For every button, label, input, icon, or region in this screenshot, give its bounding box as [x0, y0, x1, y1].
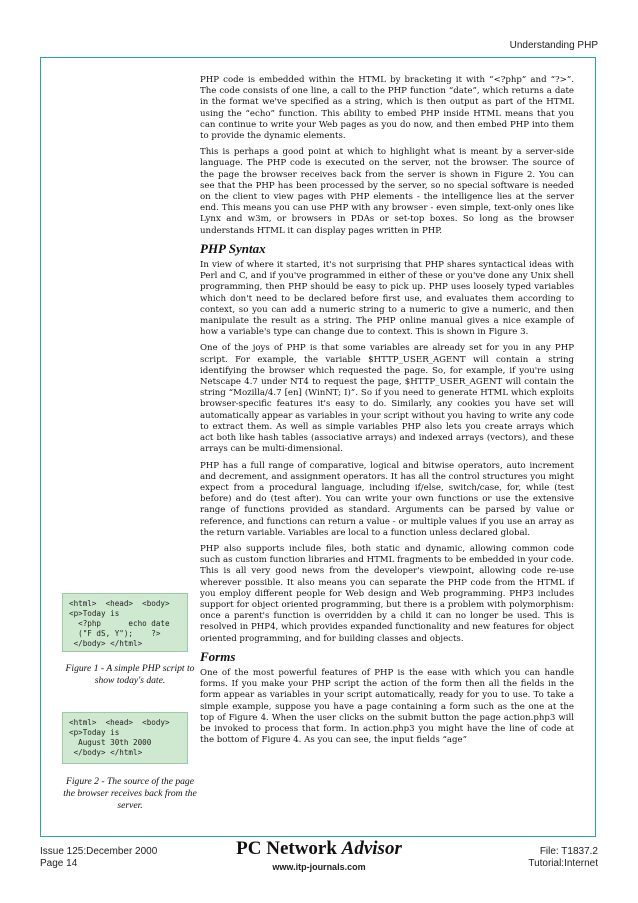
- website-url[interactable]: www.itp-journals.com: [272, 862, 366, 872]
- paragraph: This is perhaps a good point at which to highlight what is meant by a server-side language. The PHP code is executed on the server, not the browser. The source of the page the browser receives back from the server is shown in Figure 2. You can see that the PHP has been processed by the server, so no special software is needed on the client to view pages with PHP elements - the intelligence lies at the server end. This means you can use PHP with any browser - even simple, text-only ones like Lynx and w3m, or browsers in PDAs or set-top boxes. So long as the browser understands HTML it can display pages written in PHP.: [200, 147, 574, 236]
- figure-1-code-box: <html> <head> <body> <p>Today is <?php echo date ("F dS, Y"); ?> </body> </html>: [62, 593, 188, 652]
- logo-text-italic: Advisor: [341, 838, 402, 859]
- section-heading-forms: Forms: [200, 648, 236, 664]
- section-heading-php-syntax: PHP Syntax: [200, 240, 266, 256]
- paragraph: In view of where it started, it's not surprising that PHP shares syntactical ideas with Perl and C, and if you've programmed in either of these or you've done any Unix shell programming, then PHP should be easy to pick up. PHP uses loosely typed variables which don't need to be declared before first use, and evaluates them according to context, so you can add a numeric string to a numeric to give a numeric, and then manipulate the result as a string. The PHP online manual gives a nice example of how a variable's type can change due to context. This is shown in Figure 3.: [200, 260, 574, 338]
- article-body: [200, 75, 574, 751]
- paragraph: PHP also supports include files, both static and dynamic, allowing common code such as custom function libraries and HTML fragments to be embedded in your code. This is all very good news from the developer's viewpoint, allowing code re-use wherever possible. It also means you can separate the PHP code from the HTML if you employ different people for Web design and Web programming. PHP3 includes support for object oriented programming, but there is a problem with polymorphism: once a parent's function is overridden by a child it can no longer be used. This is resolved in PHP4, which provides expanded functionality and new features for object oriented programming, and for building classes and objects.: [200, 543, 574, 644]
- figure-1-caption: Figure 1 - A simple PHP script to show today's date.: [65, 663, 195, 686]
- section-label: Tutorial:Internet: [528, 858, 598, 869]
- page-number: Page 14: [40, 858, 78, 869]
- figure-2-code-box: <html> <head> <body> <p>Today is August 30th 2000 </body> </html>: [62, 712, 188, 764]
- paragraph: PHP code is embedded within the HTML by bracketing it with “<?php” and “?>”. The code consists of one line, a call to the PHP function “date”, which returns a date in the format we've specified as a string, which is then output as part of the HTML using the “echo” function. This ability to embed PHP inside HTML means that you can continue to write your Web pages as you do now, and then embed PHP into them to provide the dynamic elements.: [200, 75, 574, 142]
- figure-2-caption: Figure 2 - The source of the page the browser receives back from the server.: [63, 776, 197, 811]
- file-label: File: T1837.2: [539, 846, 598, 857]
- logo-text: PC Network: [236, 838, 342, 859]
- paragraph: One of the most powerful features of PHP is the ease with which you can handle forms. If you make your PHP script the action of the form then all the fields in the form appear as variables in your script automatically, ready for you to use. To take a simple example, suppose you have a page containing a form such as the one at the top of Figure 4. When the user clicks on the submit button the page action.php3 will be invoked to process that form. In action.php3 you might have the line of code at the bottom of Figure 4. As you can see, the input fields “age”: [200, 667, 574, 746]
- paragraph: PHP has a full range of comparative, logical and bitwise operators, auto increment and decrement, and assignment operators. It has all the control structures you might expect from a procedural language, including if/else, switch/case, for, while (test before) and do (test after). You can write your own functions or use the extensive range of functions provided as standard. Arguments can be parsed by value or reference, and functions can return a value - or multiple values if you use an array as the return variable. Variables are local to a function unless declared global.: [200, 460, 574, 538]
- running-header: Understanding PHP: [509, 40, 598, 51]
- issue-label: Issue 125:December 2000: [40, 846, 158, 857]
- paragraph: One of the joys of PHP is that some variables are already set for you in any PHP script. For example, the variable $HTTP_USER_AGENT will contain a string identifying the browser which requested the page. So, for example, if you're using Netscape 4.7 under NT4 to request the page, $HTTP_USER_AGENT will contain the string “Mozilla/4.7 [en] (WinNT; I)”. So if you need to generate HTML which exploits browser-specific features it's easy to do. Similarly, any cookies you have set will automatically appear as variables in your script without you having to write any code to extract them. As well as simple variables PHP also lets you create arrays which act both like hash tables (associative arrays) and indexed arrays (vectors), and these arrays can be multi-dimensional.: [200, 343, 574, 455]
- footer-right: [528, 846, 598, 870]
